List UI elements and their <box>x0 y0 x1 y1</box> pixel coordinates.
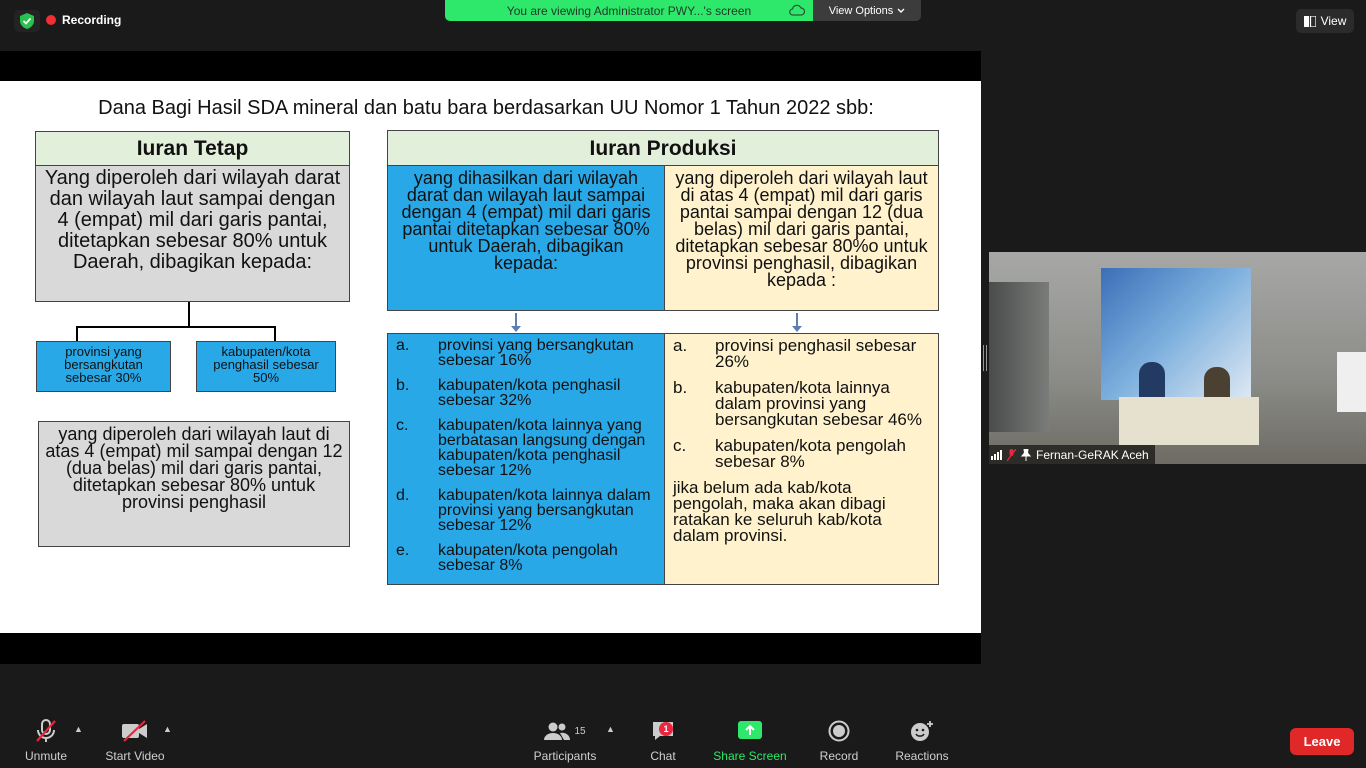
video-options-chevron-icon[interactable]: ▲ <box>163 724 172 734</box>
arrow-down-left <box>515 313 517 327</box>
iuran-produksi-laut-box: yang diperoleh dari wilayah laut di atas 4 (empat) mil dari garis pantai sampai dengan 12 (dua belas) mil dari garis pantai, ditetapkan sebesar 80%o untuk provinsi penghasil, dibagikan kepada : <box>664 165 939 311</box>
signal-icon <box>991 450 1002 460</box>
participants-icon <box>544 721 570 741</box>
video-person-left <box>1139 362 1165 402</box>
leave-button[interactable]: Leave <box>1290 728 1354 755</box>
slide-title: Dana Bagi Hasil SDA mineral dan batu bara berdasarkan UU Nomor 1 Tahun 2022 sbb: <box>98 97 874 119</box>
record-label: Record <box>819 749 859 763</box>
participant-name-bar <box>989 445 1155 464</box>
view-button[interactable] <box>1296 9 1354 33</box>
meeting-toolbar <box>0 714 1366 768</box>
list-text: kabupaten/kota pengolah sebesar 8% <box>715 436 906 471</box>
view-label: View <box>1320 14 1347 28</box>
participants-label: Participants <box>533 749 597 763</box>
start-video-label: Start Video <box>105 749 165 763</box>
unmute-button[interactable] <box>22 719 70 763</box>
participants-icon-group <box>544 719 585 743</box>
list-text: provinsi penghasil sebesar 26% <box>715 336 917 371</box>
participant-name: Fernan-GeRAK Aceh <box>1036 447 1149 462</box>
iuran-tetap-laut-box: yang diperoleh dari wilayah laut di atas 4 (empat) mil sampai dengan 12 (dua belas) mil dari garis pantai, ditetapkan sebesar 80% untuk provinsi penghasil <box>38 421 350 547</box>
iuran-produksi-darat-box: yang dihasilkan dari wilayah darat dan wilayah laut sampai dengan 4 (empat) mil dari garis pantai ditetapkan sebesar 80% untuk Daerah, dibagikan kepada: <box>387 165 665 311</box>
list-text: provinsi yang bersangkutan sebesar 16% <box>438 337 634 369</box>
list-key: b. <box>673 378 688 397</box>
list-text: kabupaten/kota penghasil sebesar 32% <box>438 377 621 409</box>
share-screen-label: Share Screen <box>713 749 787 763</box>
iuran-tetap-darat-box: Yang diperoleh dari wilayah darat dan wilayah laut sampai dengan 4 (empat) mil dari garis pantai, ditetapkan sebesar 80% untuk Daerah, dibagikan kepada: <box>35 165 350 302</box>
list-key: a. <box>673 336 688 355</box>
list-item <box>396 543 656 573</box>
security-shield-icon[interactable] <box>14 10 40 32</box>
iuran-produksi-darat-list <box>387 333 665 585</box>
list-text: kabupaten/kota lainnya dalam provinsi yang bersangkutan sebesar 12% <box>438 487 651 534</box>
list-text: kabupaten/kota lainnya dalam provinsi yang bersangkutan sebesar 46% <box>715 378 922 429</box>
reactions-icon <box>910 719 934 743</box>
audio-options-chevron-icon[interactable]: ▲ <box>74 724 83 734</box>
view-options-button[interactable] <box>813 0 921 21</box>
list-note: jika belum ada kab/kota pengolah, maka akan dibagi ratakan ke seluruh kab/kota dalam provinsi. <box>673 478 886 545</box>
muted-mic-icon <box>1007 449 1016 461</box>
iuran-produksi-laut-list <box>664 333 939 585</box>
top-bar <box>0 0 1366 50</box>
participants-count: 15 <box>574 725 586 737</box>
presentation-slide <box>0 81 981 633</box>
list-item <box>673 338 930 370</box>
list-item <box>396 338 656 368</box>
list-key: a. <box>396 337 410 354</box>
chat-button[interactable] <box>640 719 686 763</box>
participants-chevron-icon[interactable]: ▲ <box>606 724 615 734</box>
connector-left-drop <box>76 326 78 341</box>
connector-right-drop <box>274 326 276 341</box>
video-off-icon <box>121 719 149 743</box>
list-item <box>396 378 656 408</box>
kabupaten-share-box: kabupaten/kota penghasil sebesar 50% <box>196 341 336 392</box>
recording-label: Recording <box>62 13 122 27</box>
provinsi-share-box: provinsi yang bersangkutan sebesar 30% <box>36 341 171 392</box>
view-options-label: View Options <box>828 4 894 17</box>
reactions-label: Reactions <box>895 749 949 763</box>
connector-vertical <box>188 302 190 327</box>
list-text: kabupaten/kota lainnya yang berbatasan langsung dengan kabupaten/kota penghasil sebesar 12% <box>438 417 646 479</box>
list-text: kabupaten/kota pengolah sebesar 8% <box>438 542 618 574</box>
panel-resize-handle[interactable] <box>983 345 987 371</box>
cloud-icon <box>789 4 805 16</box>
unmute-label: Unmute <box>24 749 68 763</box>
video-window-area <box>989 282 1049 432</box>
participants-button[interactable] <box>529 719 601 763</box>
iuran-tetap-header: Iuran Tetap <box>35 131 350 166</box>
connector-horizontal <box>76 326 276 328</box>
video-standing-banner <box>1337 352 1366 412</box>
list-key: c. <box>673 436 687 455</box>
recording-indicator[interactable] <box>46 8 121 32</box>
viewing-banner <box>445 0 813 21</box>
chat-label: Chat <box>650 749 676 763</box>
chat-unread-badge: 1 <box>659 722 673 736</box>
start-video-button[interactable] <box>102 719 168 763</box>
iuran-produksi-header: Iuran Produksi <box>387 130 939 166</box>
share-screen-icon <box>738 719 762 743</box>
record-button[interactable] <box>815 719 863 763</box>
participant-video[interactable] <box>989 252 1366 464</box>
arrow-down-right <box>796 313 798 327</box>
video-table <box>1119 397 1259 445</box>
list-item <box>673 438 930 470</box>
reactions-button[interactable] <box>891 719 953 763</box>
record-icon <box>828 719 850 743</box>
chevron-down-icon <box>897 8 905 14</box>
muted-microphone-icon <box>35 719 57 743</box>
record-dot-icon <box>46 15 56 25</box>
viewing-banner-text: You are viewing Administrator PWY...'s screen <box>506 3 752 18</box>
share-screen-button[interactable] <box>710 719 790 763</box>
list-key: c. <box>396 417 409 434</box>
view-layout-icon <box>1304 16 1316 27</box>
list-key: d. <box>396 487 410 504</box>
list-item <box>396 418 656 478</box>
list-key: e. <box>396 542 410 559</box>
pin-icon <box>1021 449 1031 461</box>
list-key: b. <box>396 377 410 394</box>
list-item <box>396 488 656 533</box>
shared-screen <box>0 51 981 664</box>
list-item <box>673 380 930 428</box>
